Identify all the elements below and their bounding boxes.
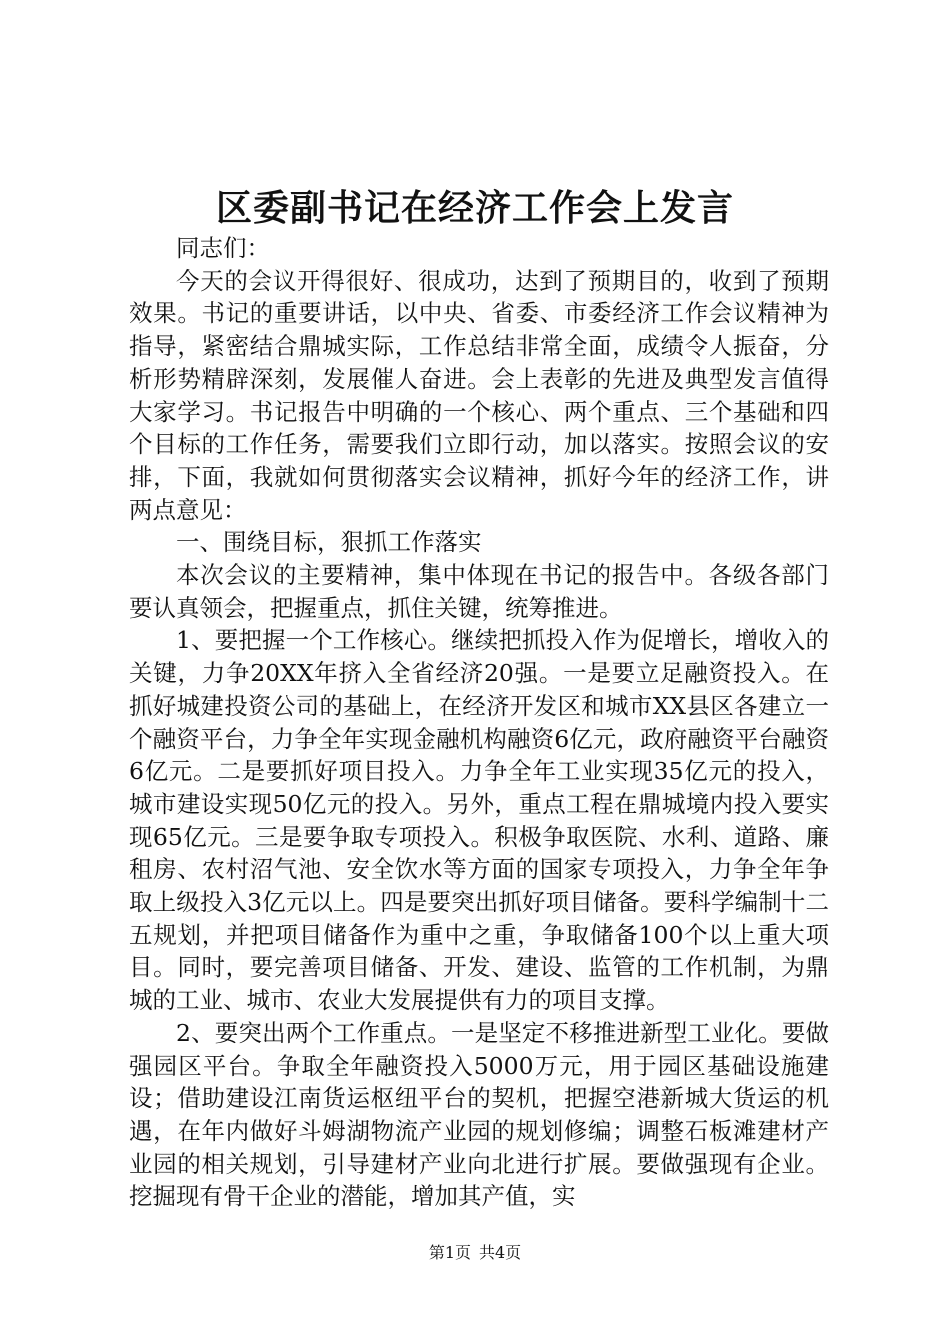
page-footer	[0, 1242, 950, 1264]
salutation: 同志们：	[176, 234, 270, 262]
paragraph: 今天的会议开得很好、很成功，达到了预期目的，收到了预期效果。书记的重要讲话，以中央、省委、市委经济工作会议精神为指导，紧密结合鼎城实际，工作总结非常全面，成绩令人振奋，分析形势精辟深刻，发展催人奋进。会上表彰的先进及典型发言值得大家学习。书记报告中明确的一个核心、两个重点、三个基础和四个目标的工作任务，需要我们立即行动，加以落实。按照会议的安排，下面，我就如何贯彻落实会议精神，抓好今年的经济工作，讲两点意见：	[129, 266, 829, 524]
section-heading: 一、围绕目标，狠抓工作落实	[176, 528, 482, 557]
paragraph: 本次会议的主要精神，集中体现在书记的报告中。各级各部门要认真领会，把握重点，抓住关键，统筹推进。	[129, 561, 829, 622]
paragraph: 1、要把握一个工作核心。继续把抓投入作为促增长，增收入的关键，力争20XX年挤入全省经济20强。一是要立足融资投入。在抓好城建投资公司的基础上，在经济开发区和城市XX县区各建立一个融资平台，力争全年实现金融机构融资6亿元，政府融资平台融资6亿元。二是要抓好项目投入。力争全年工业实现35亿元的投入，城市建设实现50亿元的投入。另外，重点工程在鼎城境内投入要实现65亿元。三是要争取专项投入。积极争取医院、水利、道路、廉租房、农村沼气池、安全饮水等方面的国家专项投入，力争全年争取上级投入3亿元以上。四是要突出抓好项目储备。要科学编制十二五规划，并把项目储备作为重中之重，争取储备100个以上重大项目。同时，要完善项目储备、开发、建设、监管的工作机制，为鼎城的工业、城市、农业大发展提供有力的项目支撑。	[129, 626, 829, 1015]
page-number: 第1页	[428, 1243, 471, 1262]
document-body	[129, 232, 829, 1213]
paragraph: 2、要突出两个工作重点。一是坚定不移推进新型工业化。要做强园区平台。争取全年融资投入5000万元，用于园区基础设施建设；借助建设江南货运枢纽平台的契机，把握空港新城大货运的机遇，在年内做好斗姆湖物流产业园的规划修编；调整石板滩建材产业园的相关规划，引导建材产业向北进行扩展。要做强现有企业。挖掘现有骨干企业的潜能，增加其产值，实	[129, 1018, 829, 1211]
page-total: 共4页	[479, 1243, 522, 1262]
document-title: 区委副书记在经济工作会上发言	[215, 187, 734, 229]
